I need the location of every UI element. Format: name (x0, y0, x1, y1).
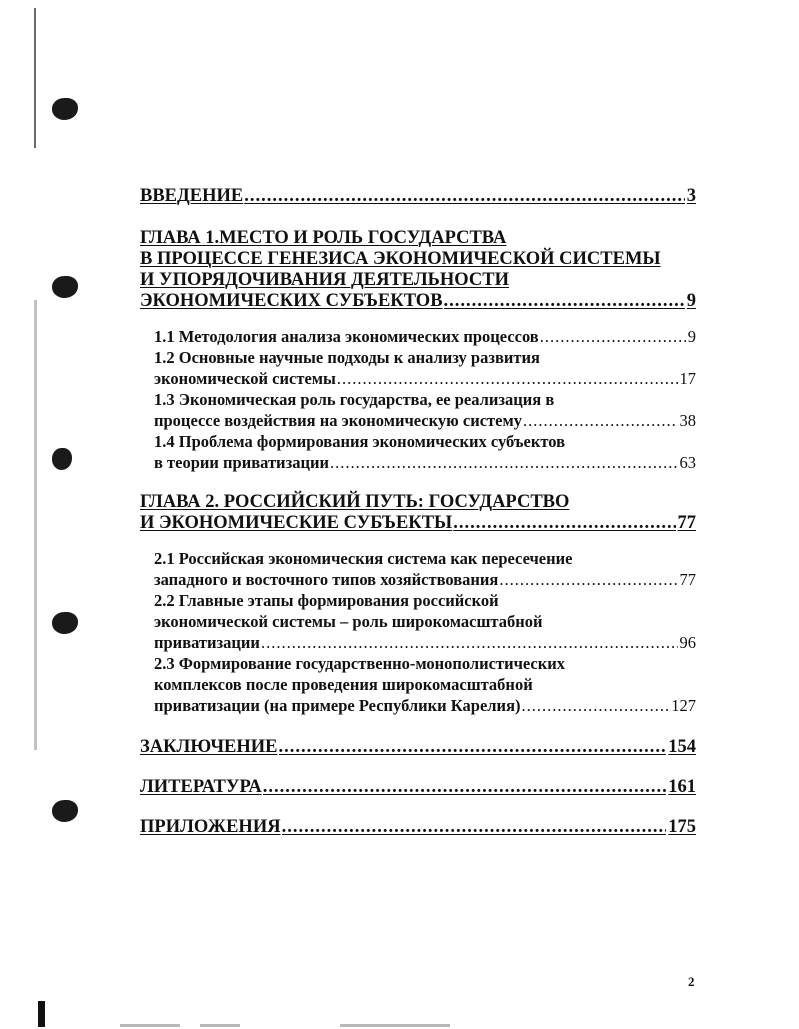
section-title-line: западного и восточного типов хозяйствования (154, 570, 499, 589)
punch-hole-mark (52, 800, 78, 822)
toc-page-number: 127 (671, 696, 696, 715)
chapter-title-line: ГЛАВА 2. РОССИЙСКИЙ ПУТЬ: ГОСУДАРСТВО (140, 492, 570, 512)
toc-page-number: 96 (679, 633, 696, 652)
toc-entry-chapter-1[interactable] (140, 228, 696, 312)
scan-edge-line (34, 8, 36, 148)
toc-entry-title: ПРИЛОЖЕНИЯ (140, 817, 281, 837)
section-title-line: 1.3 Экономическая роль государства, ее реализация в (154, 390, 555, 409)
toc-entry-conclusion[interactable] (140, 737, 696, 758)
scan-edge-line-lower (34, 300, 37, 750)
leader-dots (337, 368, 678, 389)
toc-page-number: 154 (668, 737, 696, 757)
leader-dots (540, 326, 686, 347)
section-title-line: 2.1 Российская экономическия система как пересечение (154, 549, 573, 568)
section-title-line: экономической системы – роль широкомасштабной (154, 612, 543, 631)
toc-page-number: 77 (677, 513, 696, 533)
toc-entry-appendices[interactable] (140, 817, 696, 838)
leader-dots (330, 452, 678, 473)
leader-dots (444, 291, 685, 312)
toc-page-number: 3 (686, 186, 696, 206)
toc-page-number: 38 (679, 411, 696, 430)
punch-hole-mark (52, 98, 78, 120)
scan-noise (340, 1024, 450, 1027)
toc-entry-title: ВВЕДЕНИЕ (140, 186, 244, 206)
toc-entry-title: ЗАКЛЮЧЕНИЕ (140, 737, 278, 757)
chapter-title-line: В ПРОЦЕССЕ ГЕНЕЗИСА ЭКОНОМИЧЕСКОЙ СИСТЕМЫ (140, 249, 661, 269)
toc-page-number: 77 (679, 570, 696, 589)
chapter-title-line: ГЛАВА 1.МЕСТО И РОЛЬ ГОСУДАРСТВА (140, 228, 507, 248)
leader-dots (453, 513, 675, 534)
toc-page-number: 17 (679, 369, 696, 388)
scan-noise (120, 1024, 180, 1027)
table-of-contents (140, 186, 696, 838)
toc-entry-title: ЛИТЕРАТУРА (140, 777, 262, 797)
punch-hole-mark (52, 448, 72, 470)
leader-dots (499, 569, 677, 590)
toc-page-number: 161 (668, 777, 696, 797)
leader-dots (523, 410, 678, 431)
section-title-line: 2.2 Главные этапы формирования российской (154, 591, 499, 610)
page-number: 2 (688, 974, 695, 989)
punch-hole-mark (52, 612, 78, 634)
scan-noise (200, 1024, 240, 1027)
section-title-line: приватизации (154, 633, 260, 652)
section-title-line: 1.4 Проблема формирования экономических субъектов (154, 432, 565, 451)
section-title-line: приватизации (на примере Республики Карелия) (154, 696, 521, 715)
section-title-line: экономической системы (154, 369, 336, 388)
toc-page-number: 175 (668, 817, 696, 837)
section-title-line: 2.3 Формирование государственно-монополистических (154, 654, 566, 673)
toc-section-1-4[interactable] (140, 431, 696, 473)
toc-entry-literature[interactable] (140, 777, 696, 798)
leader-dots (522, 695, 670, 716)
toc-section-1-2[interactable] (140, 347, 696, 389)
toc-section-2-3[interactable] (140, 653, 696, 716)
toc-section-1-1[interactable] (140, 326, 696, 347)
toc-page-number: 9 (687, 327, 696, 346)
leader-dots (279, 737, 667, 758)
section-title-line: 1.1 Методология анализа экономических процессов (154, 327, 539, 346)
toc-page-number: 63 (679, 453, 696, 472)
leader-dots (263, 777, 667, 798)
chapter-title-line: И ЭКОНОМИЧЕСКИЕ СУБЪЕКТЫ (140, 513, 453, 533)
section-title-line: процессе воздействия на экономическую систему (154, 411, 522, 430)
punch-hole-mark (52, 276, 78, 298)
leader-dots (244, 186, 685, 207)
leader-dots (261, 632, 678, 653)
leader-dots (282, 817, 667, 838)
chapter-title-line: ЭКОНОМИЧЕСКИХ СУБЪЕКТОВ (140, 291, 443, 311)
chapter-title-line: И УПОРЯДОЧИВАНИЯ ДЕЯТЕЛЬНОСТИ (140, 270, 510, 290)
section-title-line: в теории приватизации (154, 453, 329, 472)
toc-section-2-1[interactable] (140, 548, 696, 590)
toc-entry-chapter-2[interactable] (140, 492, 696, 534)
toc-section-2-2[interactable] (140, 590, 696, 653)
section-title-line: 1.2 Основные научные подходы к анализу развития (154, 348, 540, 367)
toc-section-1-3[interactable] (140, 389, 696, 431)
section-title-line: комплексов после проведения широкомасштабной (154, 675, 533, 694)
scan-corner-mark (38, 1001, 45, 1027)
toc-page-number: 9 (686, 291, 696, 311)
toc-entry-introduction[interactable] (140, 186, 696, 207)
